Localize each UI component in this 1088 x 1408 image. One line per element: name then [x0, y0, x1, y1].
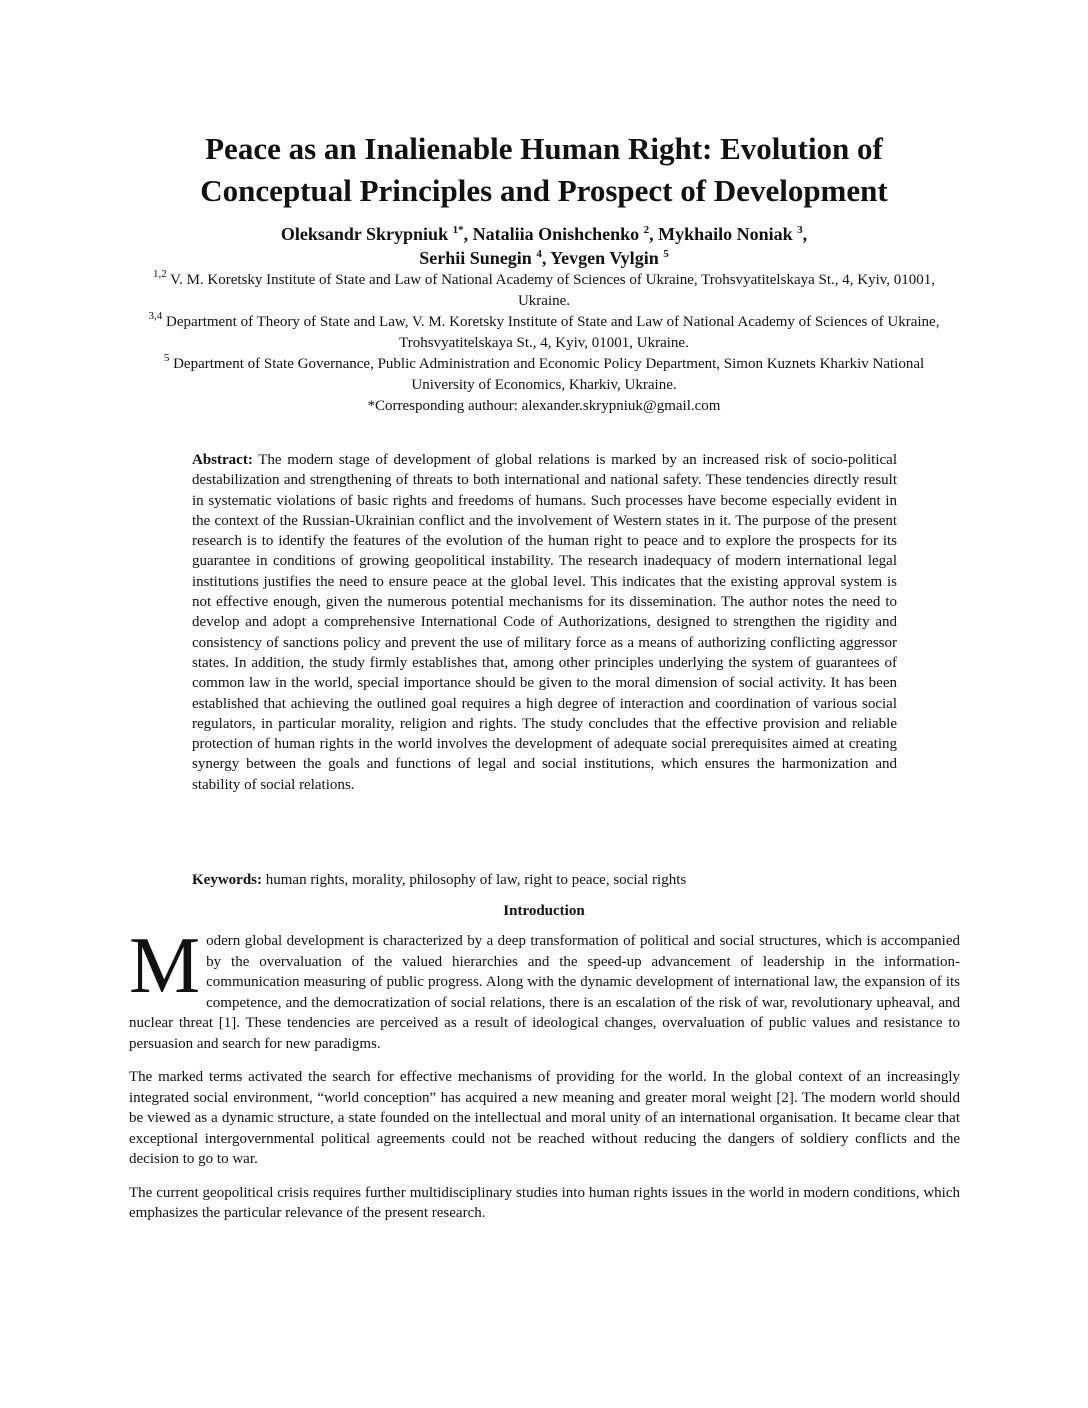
affiliation: [140, 270, 948, 312]
abstract: [192, 450, 897, 795]
affiliation: [140, 312, 948, 354]
author-list: [150, 222, 938, 270]
author-affiliation-mark: 4: [536, 248, 542, 260]
author-separator: ,: [649, 224, 659, 244]
affiliation-mark: 5: [163, 352, 170, 364]
paragraph-text: odern global development is characterized by a deep transformation of political and social structures, which is accompanied by the overvaluation of the valued hierarchies and the speed-up advancement of leadership in the information-communication measuring of public progress. Along with the dynamic development of international law, the expansion of its competence, and the democratization of social relations, there is an escalation of the risk of war, revolutionary upheaval, and nuclear threat [1]. These tendencies are perceived as a result of ideological changes, overvaluation of public values and resistance to persuasion and search for new paradigms.: [129, 933, 960, 1052]
affiliation-text: Department of State Governance, Public Administration and Economic Policy Department, Simon Kuznets Kharkiv National University of Economics, Kharkiv, Ukraine.: [169, 356, 925, 393]
author-name: Oleksandr Skrypniuk: [280, 224, 449, 244]
paragraph: [129, 922, 960, 1054]
affiliation-list: [140, 270, 948, 417]
author-affiliation-mark: 5: [663, 248, 669, 260]
affiliation-text: Department of Theory of State and Law, V. M. Koretsky Institute of State and Law of National Academy of Sciences of Ukraine, Trohsvyatitelskaya St., 4, Kyiv, 01001, Ukraine.: [162, 314, 940, 351]
paragraph: The current geopolitical crisis requires further multidisciplinary studies into human rights issues in the world in modern conditions, which emphasizes the particular relevance of the present research.: [129, 1184, 960, 1221]
author-name: Nataliia Onishchenko: [472, 224, 640, 244]
keywords-label: Keywords:: [192, 872, 262, 888]
affiliation-mark: 1,2: [152, 268, 167, 280]
drop-cap: M: [129, 922, 201, 1010]
paragraph: The marked terms activated the search for effective mechanisms of providing for the world. In the global context of an increasingly integrated social environment, “world conception” has acquired a new meaning and greater moral weight [2]. The modern world should be viewed as a dynamic structure, a state founded on the intellectual and moral unity of an international organisation. It became clear that exceptional intergovernmental political agreements could not be reached without reducing the dangers of soldiery conflicts and the decision to go to war.: [129, 1069, 960, 1167]
paper-title: Peace as an Inalienable Human Right: Evolution of Conceptual Principles and Prospect of Development: [200, 131, 888, 208]
affiliation: [140, 354, 948, 396]
affiliation-text: V. M. Koretsky Institute of State and Law of National Academy of Sciences of Ukraine, Trohsvyatitelskaya St., 4, Kyiv, 01001, Ukraine.: [166, 272, 936, 309]
section-heading: Introduction: [503, 903, 585, 919]
author-affiliation-mark: 3: [797, 224, 803, 236]
corresponding-author-text: *Corresponding authour: alexander.skrypniuk@gmail.com: [367, 398, 721, 414]
introduction-body: [129, 922, 960, 1237]
author-separator: ,: [802, 224, 808, 244]
author-separator: ,: [463, 224, 473, 244]
author-name: Serhii Sunegin: [419, 248, 532, 268]
author-separator: ,: [541, 248, 551, 268]
abstract-label: Abstract:: [192, 452, 253, 468]
corresponding-author: [140, 396, 948, 417]
author-name: Yevgen Vylgin: [550, 248, 659, 268]
abstract-text: The modern stage of development of global relations is marked by an increased risk of socio-political destabilization and strengthening of threats to both international and national safety. These tendencies directly result in systematic violations of basic rights and freedoms of humans. Such processes have become especially evident in the context of the Russian-Ukrainian conflict and the involvement of Western states in it. The purpose of the present research is to identify the features of the evolution of the human right to peace and to explore the prospects for its guarantee in conditions of growing geopolitical instability. The research inadequacy of modern international legal institutions justifies the need to ensure peace at the global level. This indicates that the existing approval system is not effective enough, given the numerous potential mechanisms for its dissemination. The author notes the need to develop and adopt a comprehensive International Code of Authorizations, designed to strengthen the rigidity and consistency of sanctions policy and prevent the use of military force as a means of authorizing conflicting aggressor states. In addition, the study firmly establishes that, among other principles underlying the system of guarantees of common law in the world, special importance should be given to the moral dimension of social activity. It has been established that achieving the outlined goal requires a high degree of interaction and coordination of various social regulators, in particular morality, religion and rights. The study concludes that the effective provision and reliable protection of human rights in the world involves the development of adequate social prerequisites aimed at creating synergy between the goals and functions of legal and social institutions, which ensures the harmonization and stability of social relations.: [192, 452, 897, 793]
affiliation-mark: 3,4: [148, 310, 163, 322]
keywords-text: human rights, morality, philosophy of law, right to peace, social rights: [262, 872, 687, 888]
author-affiliation-mark: 1*: [452, 224, 464, 236]
author-name: Mykhailo Noniak: [658, 224, 793, 244]
keywords: [192, 870, 897, 890]
author-affiliation-mark: 2: [643, 224, 650, 236]
